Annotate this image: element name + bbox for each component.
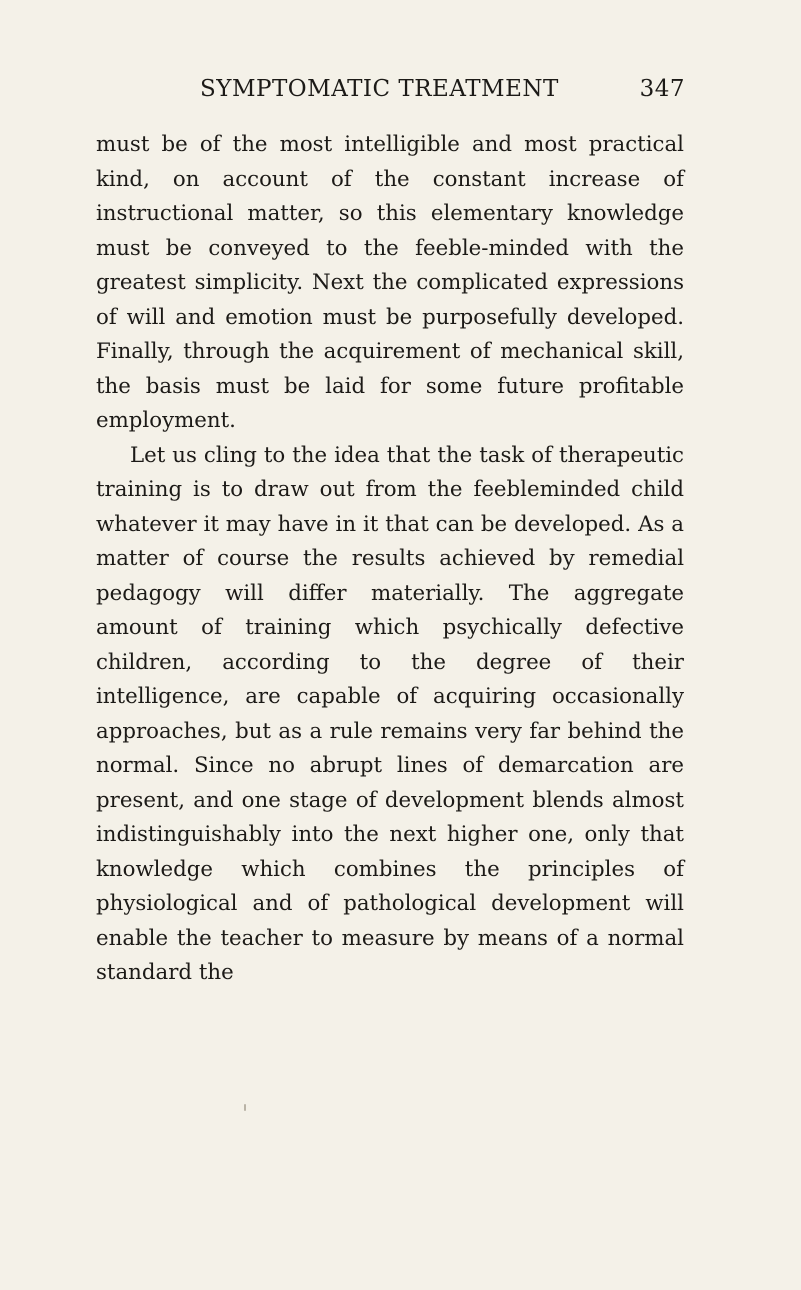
chapter-title: SYMPTOMATIC TREATMENT	[200, 76, 559, 102]
running-head	[200, 76, 685, 106]
page-number: 347	[639, 76, 685, 102]
paragraph-2: Let us cling to the idea that the task of therapeutic training is to draw out from the feebleminded child whatever it may have in it that can be developed. As a matter of course the results achieved by remedial pedagogy will differ materially. The aggregate amount of training which psychically defective children, according to the degree of their intelligence, are capable of acquiring occasionally approaches, but as a rule remains very far behind the normal. Since no abrupt lines of demarcation are present, and one stage of development blends almost indistinguishably into the next higher one, only that knowledge which combines the principles of physiological and of pathological development will enable the teacher to measure by means of a normal standard the	[96, 442, 684, 985]
body-text	[96, 128, 684, 991]
paragraph-1: must be of the most intelligible and most practical kind, on account of the constant increase of instructional matter, so this elementary knowledge must be conveyed to the feeble-minded with the greatest simplicity. Next the complicated expressions of will and emotion must be purposefully developed. Finally, through the acquirement of mechanical skill, the basis must be laid for some future profitable employment.	[96, 132, 684, 433]
paper-speck	[244, 1104, 246, 1111]
